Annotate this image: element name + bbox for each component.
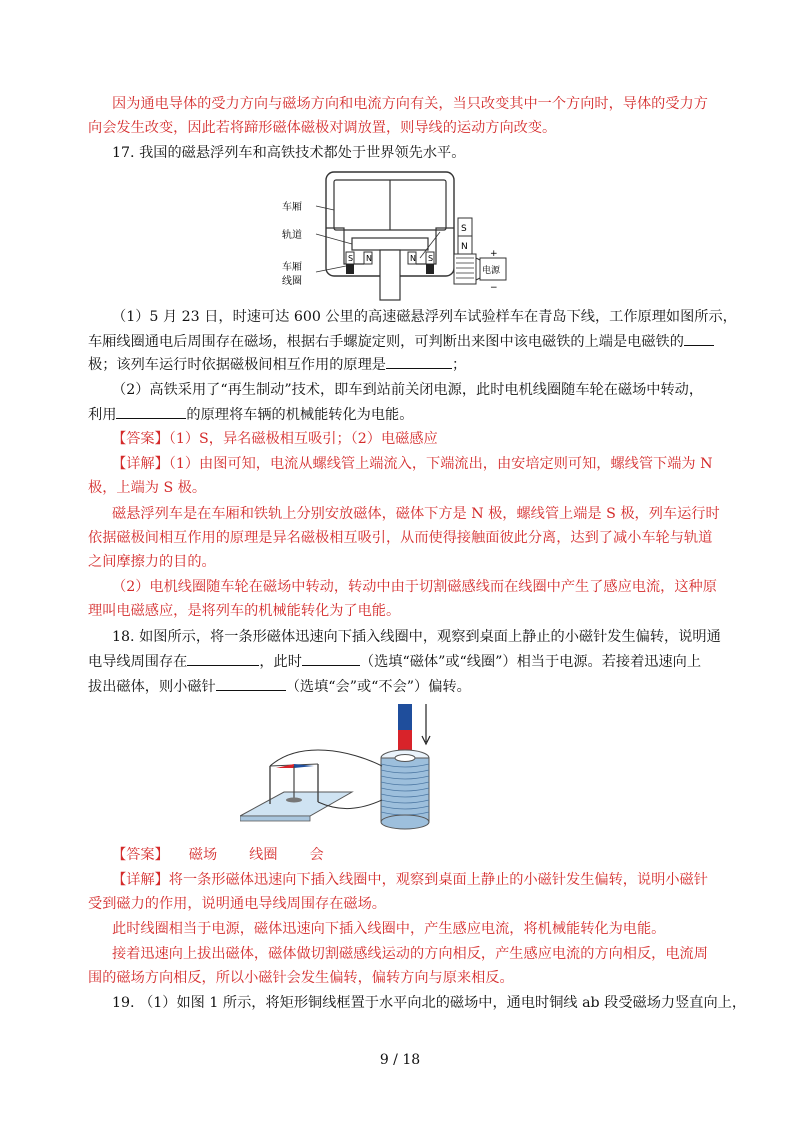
coil-left-pole: S: [348, 254, 354, 263]
label-carriage: 车厢: [282, 202, 302, 213]
q18-detail-2: 受到磁力的作用，说明通电导线周围存在磁场。: [88, 896, 386, 912]
needle-stand: [286, 798, 302, 803]
coil-body: [381, 758, 429, 822]
label-coil-2: 线圈: [282, 276, 302, 287]
svg-text:−: −: [490, 283, 498, 293]
q18-answer: 【答案】 磁场 线圈 会: [112, 847, 324, 863]
q17-detail-1: 【详解】（1）由图可知，电流从螺线管上端流入，下端流出，由安培定则可知，螺线管下端为 N: [112, 456, 713, 472]
q17-detail-5: 之间摩擦力的目的。: [88, 554, 216, 570]
track: [352, 238, 428, 250]
q17-detail-4: 依据磁极间相互作用的原理是异名磁极相互吸引，从而使得接触面彼此分离，达到了减小车轮与轨道: [88, 530, 713, 546]
maglev-diagram: [280, 168, 520, 303]
svg-text:+: +: [490, 249, 498, 259]
q17-detail-6: （2）电机线圈随车轮在磁场中转动，转动中由于切割磁感线而在线圈中产生了感应电流，这种原: [112, 579, 717, 595]
magnet-blue-pole: [398, 704, 412, 730]
q17-detail-3: 磁悬浮列车是在车厢和铁轨上分别安放磁体，磁体下方是 N 极，螺线管上端是 S 极，列车运行时: [112, 506, 720, 522]
coil-right-pole: S: [428, 254, 434, 263]
label-track: 轨道: [282, 230, 302, 241]
q19-stem-1: 19. （1）如图 1 所示，将矩形铜线框置于水平向北的磁场中，通电时铜线 ab 段受磁场力竖直向上，: [112, 995, 747, 1011]
q18-detail-4: 接着迅速向上拔出磁体，磁体做切割磁感线运动的方向相反，产生感应电流的方向相反，电流周: [112, 946, 708, 962]
q18-detail-1: 【详解】将一条形磁体迅速向下插入线圈中，观察到桌面上静止的小磁针发生偏转，说明小磁针: [112, 872, 708, 888]
coil-hole: [395, 755, 415, 762]
solenoid: [454, 254, 476, 284]
q18-detail-3: 此时线圈相当于电源，磁体迅速向下插入线圈中，产生感应电流，将机械能转化为电能。: [112, 921, 666, 937]
intro-line-1: 因为通电导体的受力方向与磁场方向和电流方向有关，当只改变其中一个方向时，导体的受力方: [112, 96, 708, 112]
power-label: 电源: [482, 266, 501, 276]
q17-detail-7: 理叫电磁感应，是将列车的机械能转化为了电能。: [88, 603, 401, 619]
q18-stem-2: 电导线周围存在 ，此时 （选填“磁体”或“线圈”）相当于电源。若接着迅速向上: [88, 651, 701, 672]
board: [240, 792, 352, 816]
q17-p1a: （1）5 月 23 日，时速可达 600 公里的高速磁悬浮列车试验样车在青岛下线，工作原理如图所示，: [112, 309, 737, 325]
track-post: [380, 250, 400, 300]
q17-p1c: 极；该列车运行时依据磁极间相互作用的原理是 ；: [88, 354, 466, 375]
q18-detail-5: 围的磁场方向相反，所以小磁针会发生偏转，偏转方向与原来相反。: [88, 970, 514, 986]
q17-p2a: （2）高铁采用了“再生制动”技术，即车到站前关闭电源，此时电机线圈随车轮在磁场中转动，: [112, 382, 704, 398]
label-coil-1: 车厢: [282, 262, 302, 273]
q17-p1b: 车厢线圈通电后周围存在磁场，根据右手螺旋定则，可判断出来图中该电磁铁的上端是电磁铁的: [88, 331, 714, 352]
svg-text:S: S: [461, 224, 467, 234]
svg-text:N: N: [410, 254, 416, 263]
q17-detail-2: 极，上端为 S 极。: [88, 480, 207, 496]
intro-line-2: 向会发生改变，因此若将蹄形磁体磁极对调放置，则导线的运动方向改变。: [88, 120, 557, 136]
magnet-coil-diagram: [240, 700, 440, 840]
wire-1: [270, 750, 382, 766]
q18-stem-1: 18. 如图所示，将一条形磁体迅速向下插入线圈中，观察到桌面上静止的小磁针发生偏转，说明通: [112, 629, 721, 645]
q17-p2b: 利用 的原理将车辆的机械能转化为电能。: [88, 404, 413, 425]
q17-answer: 【答案】（1）S，异名磁极相互吸引；（2）电磁感应: [112, 431, 438, 447]
page-number: 9 / 18: [379, 1052, 421, 1068]
q18-stem-3: 拔出磁体，则小磁针 （选填“会”或“不会”）偏转。: [88, 676, 471, 697]
svg-text:N: N: [461, 242, 468, 252]
q17-stem: 17. 我国的磁悬浮列车和高铁技术都处于世界领先水平。: [112, 145, 466, 161]
svg-text:N: N: [366, 254, 372, 263]
